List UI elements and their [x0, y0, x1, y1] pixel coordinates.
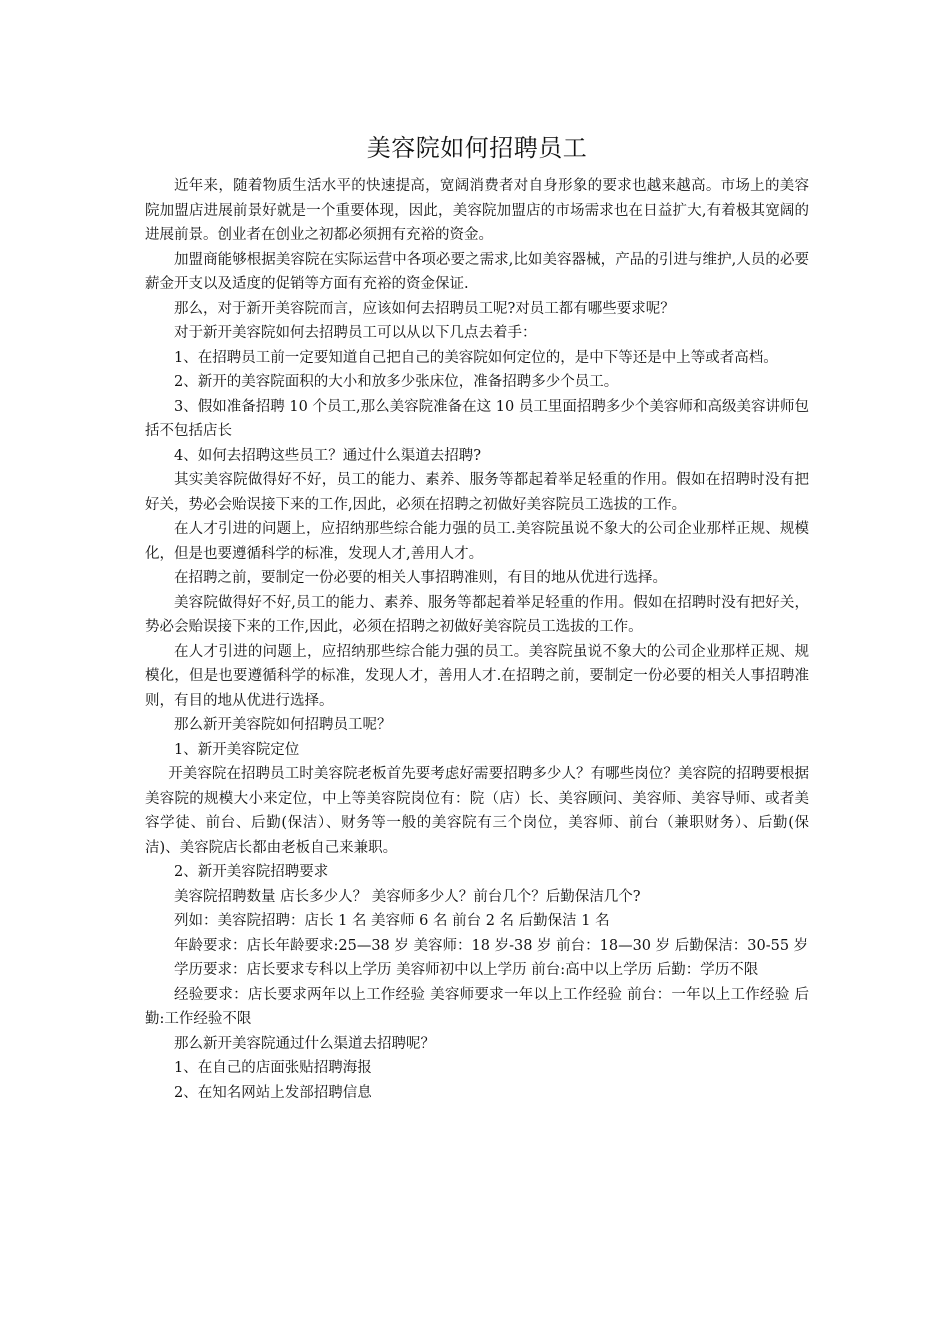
section-heading-positioning: 1、新开美容院定位 [174, 741, 300, 758]
list-item-website: 2、在知名网站上发部招聘信息 [174, 1084, 372, 1101]
list-item-positioning: 1、在招聘员工前一定要知道自己把自己的美容院如何定位的，是中下等还是中上等或者高档。 [174, 349, 778, 366]
paragraph-headcount: 美容院招聘数量 店长多少人？ 美容师多少人？前台几个？后勤保洁几个? [174, 888, 641, 905]
paragraph-franchise-funds: 加盟商能够根据美容院在实际运营中各项必要之需求,比如美容器械，产品的引进与维护,人员的必要薪金开支以及适度的促销等方面有充裕的资金保证. [145, 251, 809, 292]
section-heading-requirements: 2、新开美容院招聘要求 [174, 864, 329, 880]
paragraph-education-requirements: 学历要求：店长要求专科以上学历 美容师初中以上学历 前台:高中以上学历 后勤：学历不限 [174, 962, 759, 978]
list-item-staff-mix: 3、假如准备招聘 10 个员工,那么美容院准备在这 10 员工里面招聘多少个美容师和高级美容讲师包括不包括店长 [145, 398, 809, 439]
paragraph-positions: 开美容院在招聘员工时美容院老板首先要考虑好需要招聘多少人？有哪些岗位？美容院的招聘要根据美容院的规模大小来定位，中上等美容院岗位有：院（店）长、美容顾问、美容师、美容导师、或者美容学徒、前台、后勤(保洁）、财务等一般的美容院有三个岗位，美容师、前台（兼职财务）、后勤(保洁)、美容院店长都由老板自己来兼职。 [145, 766, 809, 856]
paragraph-channels-question: 那么新开美容院通过什么渠道去招聘呢？ [174, 1035, 435, 1052]
paragraph-experience-requirements: 经验要求：店长要求两年以上工作经验 美容师要求一年以上工作经验 前台：一年以上工作经验 后勤:工作经验不限 [145, 986, 809, 1027]
paragraph-how-to-hire: 那么新开美容院如何招聘员工呢？ [174, 717, 392, 733]
paragraph-example: 列如：美容院招聘：店长 1 名 美容师 6 名 前台 2 名 后勤保洁 1 名 [174, 913, 610, 929]
paragraph-guidelines: 在招聘之前，要制定一份必要的相关人事招聘准则，有目的地从优进行选择。 [174, 570, 667, 586]
paragraph-age-requirements: 年龄要求：店长年龄要求:25—38 岁 美容师：18 岁-38 岁 前台：18—30 岁 后勤保洁：30-55 岁 [174, 937, 809, 954]
list-item-poster: 1、在自己的店面张贴招聘海报 [174, 1060, 372, 1076]
document-title: 美容院如何招聘员工 [366, 134, 588, 162]
paragraph-question: 那么，对于新开美容院而言，应该如何去招聘员工呢?对员工都有哪些要求呢？ [174, 300, 675, 317]
paragraph-points-intro: 对于新开美容院如何去招聘员工可以从以下几点去着手： [174, 325, 537, 341]
paragraph-importance-repeat: 美容院做得好不好,员工的能力、素养、服务等都起着举足轻重的作用。假如在招聘时没有把好关，势必会贻误接下来的工作,因此，必须在招聘之初做好美容院员工选拔的工作。 [145, 594, 809, 635]
document-body [145, 128, 809, 1105]
paragraph-talent-repeat: 在人才引进的问题上，应招纳那些综合能力强的员工。美容院虽说不象大的公司企业那样正规、规模化，但是也要遵循科学的标准，发现人才，善用人才.在招聘之前，要制定一份必要的相关人事招聘准则，有目的地从优进行选择。 [145, 643, 809, 709]
paragraph-importance: 其实美容院做得好不好，员工的能力、素养、服务等都起着举足轻重的作用。假如在招聘时没有把好关，势必会贻误接下来的工作,因此，必须在招聘之初做好美容院员工选拔的工作。 [145, 472, 809, 513]
list-item-channels: 4、如何去招聘这些员工？通过什么渠道去招聘? [174, 447, 481, 464]
list-item-size: 2、新开的美容院面积的大小和放多少张床位，准备招聘多少个员工。 [174, 374, 619, 390]
paragraph-intro: 近年来，随着物质生活水平的快速提高，宽阔消费者对自身形象的要求也越来越高。市场上的美容院加盟店进展前景好就是一个重要体现，因此，美容院加盟店的市场需求也在日益扩大,有着极其宽阔的进展前景。创业者在创业之初都必须拥有充裕的资金。 [145, 178, 809, 243]
paragraph-talent: 在人才引进的问题上，应招纳那些综合能力强的员工.美容院虽说不象大的公司企业那样正规、规模化，但是也要遵循科学的标准，发现人才,善用人才。 [145, 521, 809, 562]
